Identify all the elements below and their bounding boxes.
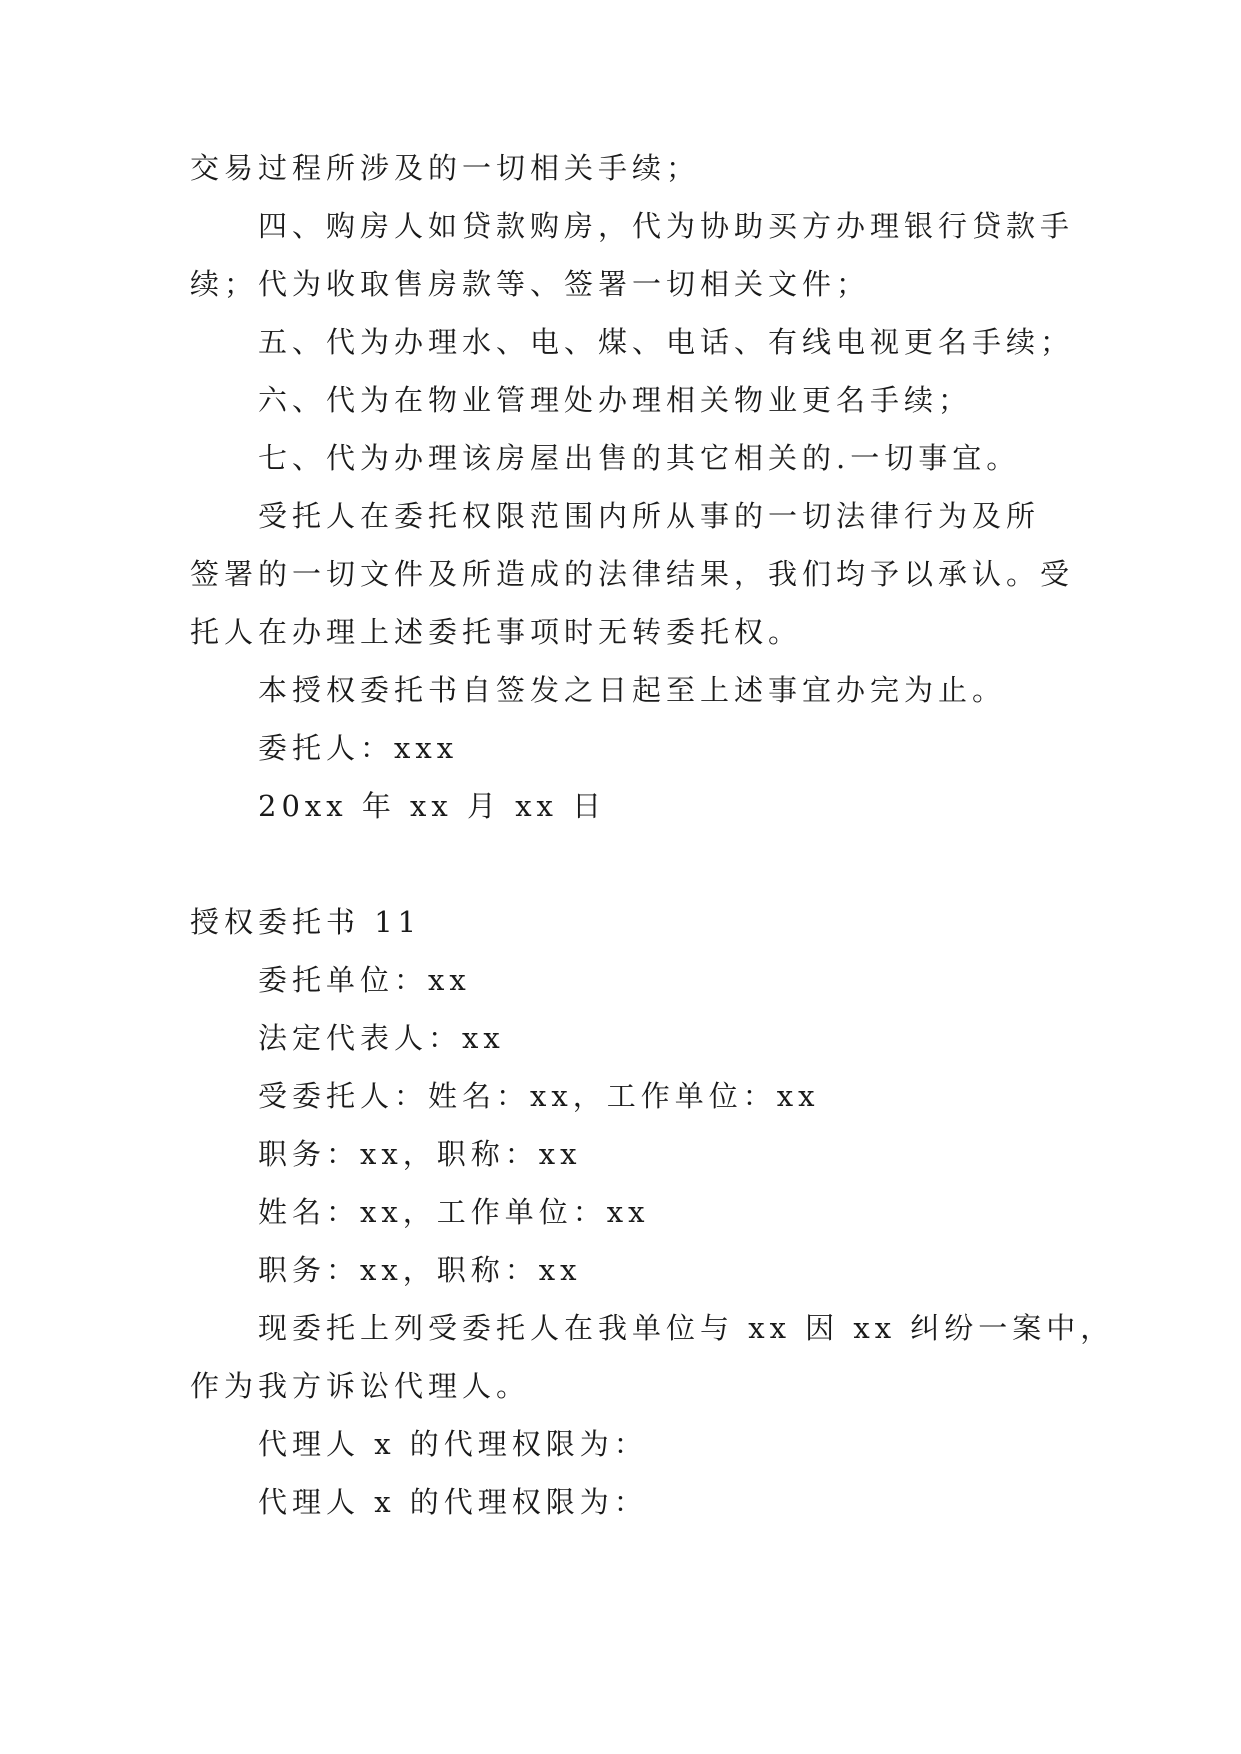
body-line: 六、代为在物业管理处办理相关物业更名手续； <box>258 383 973 417</box>
body-line: 职务：xx，职称：xx <box>258 1137 582 1171</box>
body-line: 委托单位：xx <box>258 963 471 997</box>
date-line: 20xx 年 xx 月 xx 日 <box>258 789 607 823</box>
body-line: 法定代表人：xx <box>258 1021 505 1055</box>
body-line: 姓名：xx，工作单位：xx <box>258 1195 650 1229</box>
body-line: 现委托上列受委托人在我单位与 xx 因 xx 纠纷一案中， <box>258 1311 1115 1345</box>
section-title: 授权委托书 11 <box>190 905 422 939</box>
body-line: 七、代为办理该房屋出售的其它相关的.一切事宜。 <box>258 441 1021 475</box>
body-line: 作为我方诉讼代理人。 <box>190 1369 531 1403</box>
body-line: 代理人 x 的代理权限为： <box>258 1485 648 1519</box>
body-line: 本授权委托书自签发之日起至上述事宜办完为止。 <box>258 673 1007 707</box>
body-line: 四、购房人如贷款购房，代为协助买方办理银行贷款手 <box>258 209 1075 243</box>
signatory-line: 委托人：xxx <box>258 731 459 765</box>
body-line: 签署的一切文件及所造成的法律结果，我们均予以承认。受 <box>190 557 1075 591</box>
body-line: 五、代为办理水、电、煤、电话、有线电视更名手续； <box>258 325 1075 359</box>
body-line: 续；代为收取售房款等、签署一切相关文件； <box>190 267 871 301</box>
section-gap <box>190 835 1060 893</box>
body-line: 交易过程所涉及的一切相关手续； <box>190 151 701 185</box>
body-line: 职务：xx，职称：xx <box>258 1253 582 1287</box>
body-line: 受托人在委托权限范围内所从事的一切法律行为及所 <box>258 499 1041 533</box>
document-body <box>190 139 1115 1531</box>
body-line: 代理人 x 的代理权限为： <box>258 1427 648 1461</box>
body-line: 受委托人：姓名：xx，工作单位：xx <box>258 1079 820 1113</box>
body-line: 托人在办理上述委托事项时无转委托权。 <box>190 615 803 649</box>
